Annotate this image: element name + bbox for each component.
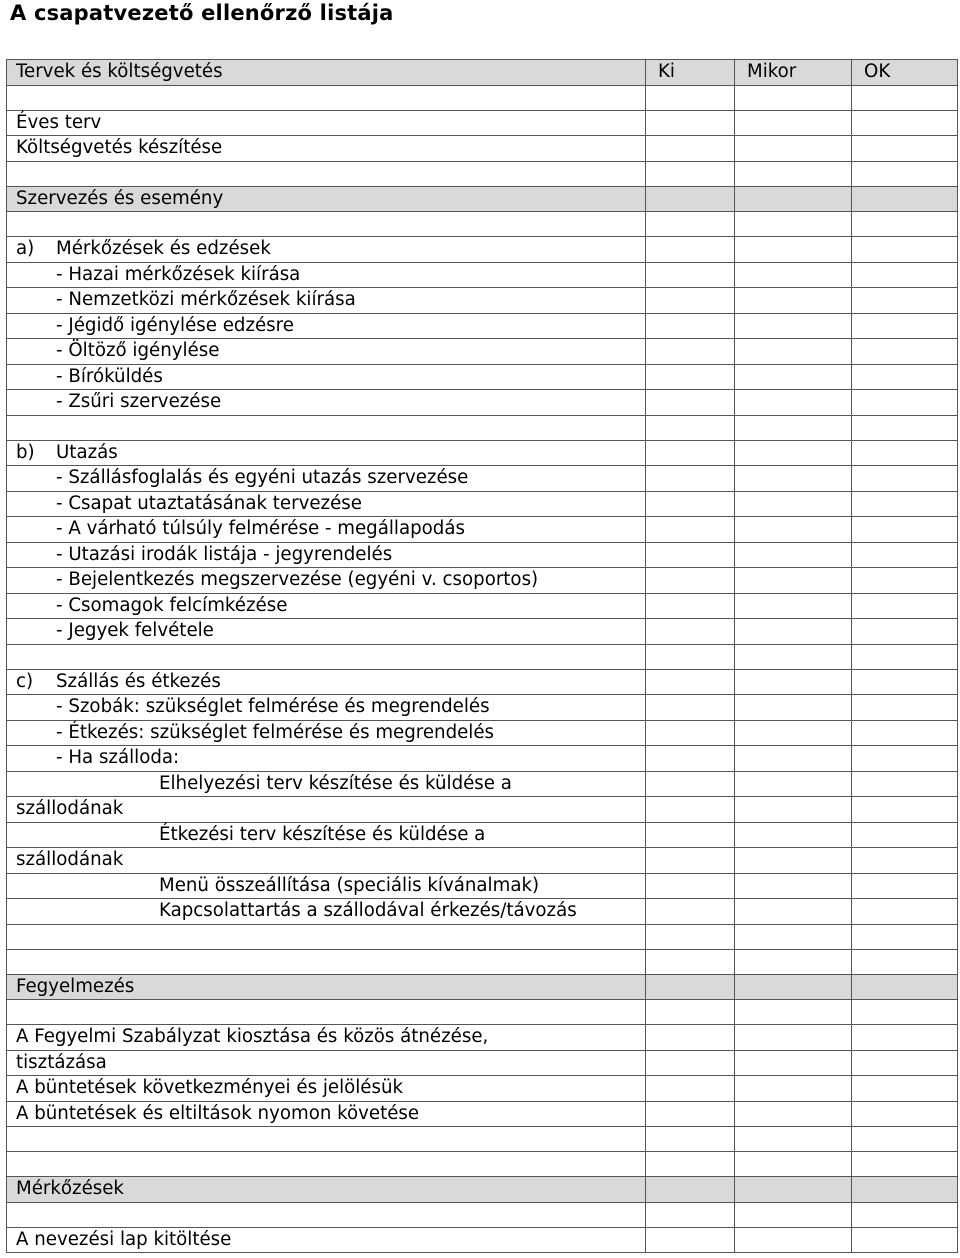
ok-cell [852,593,958,619]
checklist-row [7,1227,958,1253]
ki-cell [646,110,735,136]
task-text: Menü összeállítása (speciális kívánalmak) [159,874,540,896]
checklist-row [7,339,958,365]
mikor-cell [735,873,852,899]
ki-cell [646,542,735,568]
ok-cell [852,1227,958,1253]
ok-cell [852,110,958,136]
ki-cell [646,161,735,186]
task-cell [7,466,646,492]
task-cell [7,568,646,594]
task-text: Fegyelmezés [16,975,135,997]
ki-cell [646,1076,735,1102]
task-cell [7,720,646,746]
task-cell [7,212,646,237]
checklist-table [6,59,958,1253]
ki-cell [646,848,735,874]
task-text: - Jegyek felvétele [56,620,214,642]
ok-cell [852,720,958,746]
task-cell [7,390,646,416]
task-cell [7,1076,646,1102]
checklist-row [7,136,958,162]
section-header-row [7,974,958,1000]
ki-cell [646,644,735,669]
ok-cell [852,822,958,848]
ok-cell [852,466,958,492]
task-cell [7,313,646,339]
task-text: - Szobák: szükséglet felmérése és megrendelés [56,696,490,718]
mikor-cell [735,593,852,619]
mikor-cell [735,899,852,925]
ki-cell [646,313,735,339]
task-text: - Zsűri szervezése [56,391,222,413]
mikor-cell [735,746,852,772]
checklist-row [7,568,958,594]
task-text: Mérkőzések és edzések [56,238,271,260]
checklist-row [7,619,958,645]
ki-cell [646,899,735,925]
ki-cell [646,237,735,263]
task-text: szállodának [16,798,124,820]
task-text: - Jégidő igénylése edzésre [56,314,294,336]
mikor-cell [735,237,852,263]
ok-cell [852,1127,958,1152]
ki-cell [646,974,735,1000]
mikor-cell [735,186,852,212]
ki-cell [646,1177,735,1203]
ok-cell [852,949,958,974]
mikor-cell [735,339,852,365]
ok-cell [852,85,958,110]
task-text: Szervezés és esemény [16,187,224,209]
ok-cell [852,1152,958,1177]
task-cell [7,237,646,263]
ki-cell [646,390,735,416]
task-text: - Hazai mérkőzések kiírása [56,263,301,285]
mikor-cell [735,1202,852,1227]
mikor-cell [735,415,852,440]
mikor-cell [735,1000,852,1025]
ok-cell [852,1000,958,1025]
section-header-row [7,1177,958,1203]
checklist-row [7,695,958,721]
ok-cell [852,797,958,823]
ok-cell [852,1076,958,1102]
task-text: Éves terv [16,111,102,133]
checklist-row [7,873,958,899]
ok-cell [852,924,958,949]
checklist-row [7,288,958,314]
mikor-cell [735,136,852,162]
mikor-cell [735,695,852,721]
checklist-row [7,491,958,517]
ki-cell [646,212,735,237]
ki-cell [646,949,735,974]
ok-cell [852,415,958,440]
checklist-row [7,1050,958,1076]
ok-cell [852,1025,958,1051]
task-cell [7,85,646,110]
checklist-row [7,720,958,746]
task-cell [7,161,646,186]
mikor-cell [735,390,852,416]
ki-cell [646,746,735,772]
task-cell [7,415,646,440]
mikor-cell [735,313,852,339]
ki-cell [646,593,735,619]
ki-cell [646,440,735,466]
checklist-row [7,771,958,797]
ok-cell [852,1177,958,1203]
checklist-row [7,1025,958,1051]
task-text: Elhelyezési terv készítése és küldése a [159,772,512,794]
ok-cell [852,746,958,772]
ki-cell [646,466,735,492]
ok-cell [852,619,958,645]
ok-cell [852,339,958,365]
spacer-row [7,212,958,237]
task-cell [7,771,646,797]
task-cell [7,1025,646,1051]
task-cell [7,262,646,288]
ki-cell [646,568,735,594]
ok-cell [852,848,958,874]
mikor-cell [735,364,852,390]
task-text: tisztázása [16,1051,107,1073]
task-cell [7,873,646,899]
checklist-row [7,466,958,492]
task-text: Költségvetés készítése [16,137,223,159]
task-text: Étkezési terv készítése és küldése a [159,823,486,845]
mikor-cell [735,924,852,949]
checklist-row [7,848,958,874]
spacer-row [7,1127,958,1152]
ok-cell [852,262,958,288]
checklist-row [7,262,958,288]
ki-cell [646,720,735,746]
checklist-row [7,669,958,695]
mikor-cell [735,1227,852,1253]
checklist-row [7,364,958,390]
ki-cell [646,1050,735,1076]
checklist-row [7,797,958,823]
ki-cell [646,262,735,288]
ok-cell [852,1202,958,1227]
ki-cell [646,924,735,949]
ki-cell [646,517,735,543]
section-header-row [7,60,958,86]
ok-cell [852,237,958,263]
task-cell [7,1000,646,1025]
mikor-cell [735,1177,852,1203]
checklist-row [7,237,958,263]
ki-cell [646,669,735,695]
task-cell [7,1050,646,1076]
mikor-cell [735,1152,852,1177]
item-prefix: c) [16,670,34,692]
task-cell [7,848,646,874]
page-title: A csapatvezető ellenőrző listája [10,1,394,25]
ok-cell [852,873,958,899]
task-text: - Ha szálloda: [56,747,180,769]
ki-cell [646,288,735,314]
task-cell [7,1152,646,1177]
task-cell [7,491,646,517]
spacer-row [7,1000,958,1025]
task-cell [7,440,646,466]
task-cell [7,364,646,390]
ki-cell [646,695,735,721]
item-prefix: b) [16,441,35,463]
checklist-row [7,1076,958,1102]
ki-cell [646,85,735,110]
task-text: - Öltöző igénylése [56,340,220,362]
ki-cell [646,339,735,365]
task-text: Utazás [56,441,118,463]
mikor-cell [735,974,852,1000]
mikor-cell [735,644,852,669]
section-title [7,186,646,212]
ki-cell [646,491,735,517]
task-cell [7,822,646,848]
ok-cell [852,568,958,594]
ki-cell [646,1127,735,1152]
ki-cell [646,822,735,848]
ok-cell [852,288,958,314]
ki-cell [646,1202,735,1227]
ki-cell [646,364,735,390]
task-text: - Utazási irodák listája - jegyrendelés [56,543,393,565]
task-cell [7,288,646,314]
checklist-row [7,1101,958,1127]
ki-cell [646,1101,735,1127]
task-text: - Csomagok felcímkézése [56,594,288,616]
task-text: A büntetések és eltiltások nyomon követése [16,1102,420,1124]
task-text: Tervek és költségvetés [16,61,223,83]
mikor-cell [735,848,852,874]
task-cell [7,899,646,925]
task-text: A büntetések következményei és jelölésük [16,1077,404,1099]
ok-cell [852,695,958,721]
ok-cell [852,771,958,797]
task-cell [7,746,646,772]
ok-cell [852,517,958,543]
ok-cell [852,161,958,186]
mikor-cell [735,1127,852,1152]
task-text: Szállás és étkezés [56,670,221,692]
spacer-row [7,1202,958,1227]
checklist-row [7,440,958,466]
ki-cell [646,1025,735,1051]
checklist-row [7,899,958,925]
section-title [7,1177,646,1203]
task-cell [7,1101,646,1127]
spacer-row [7,924,958,949]
ok-cell [852,1050,958,1076]
ok-cell [852,974,958,1000]
mikor-cell [735,85,852,110]
spacer-row [7,1152,958,1177]
checklist-row [7,313,958,339]
spacer-row [7,644,958,669]
task-cell [7,619,646,645]
task-cell [7,339,646,365]
ok-cell [852,1101,958,1127]
mikor-cell [735,1025,852,1051]
task-text: A Fegyelmi Szabályzat kiosztása és közös átnézése, [16,1026,489,1048]
checklist-row [7,746,958,772]
checklist-row [7,822,958,848]
task-text: - Bíróküldés [56,365,163,387]
mikor-cell [735,797,852,823]
mikor-cell [735,771,852,797]
task-text: - Szállásfoglalás és egyéni utazás szervezése [56,467,469,489]
task-cell [7,924,646,949]
mikor-cell [735,288,852,314]
mikor-cell [735,1076,852,1102]
mikor-cell [735,720,852,746]
task-cell [7,1127,646,1152]
mikor-cell [735,822,852,848]
ki-cell [646,136,735,162]
mikor-cell [735,491,852,517]
ok-cell [852,669,958,695]
ki-cell [646,771,735,797]
task-text: - A várható túlsúly felmérése - megállapodás [56,518,465,540]
checklist-row [7,517,958,543]
ki-cell [646,619,735,645]
ki-cell [646,873,735,899]
task-cell [7,644,646,669]
ok-cell [852,390,958,416]
ok-cell [852,491,958,517]
ki-cell [646,1000,735,1025]
task-text: Kapcsolattartás a szállodával érkezés/távozás [159,900,577,922]
checklist-row [7,593,958,619]
mikor-cell [735,669,852,695]
ki-cell [646,415,735,440]
column-header-ok: OK [852,60,958,86]
ok-cell [852,186,958,212]
task-cell [7,110,646,136]
ok-cell [852,212,958,237]
task-cell [7,949,646,974]
spacer-row [7,85,958,110]
task-text: Mérkőzések [16,1178,124,1200]
section-title [7,974,646,1000]
mikor-cell [735,542,852,568]
mikor-cell [735,212,852,237]
ki-cell [646,1152,735,1177]
mikor-cell [735,110,852,136]
mikor-cell [735,1101,852,1127]
ok-cell [852,899,958,925]
checklist-row [7,542,958,568]
task-cell [7,797,646,823]
spacer-row [7,949,958,974]
ki-cell [646,1227,735,1253]
task-cell [7,1202,646,1227]
item-prefix: a) [16,238,35,260]
mikor-cell [735,568,852,594]
task-cell [7,542,646,568]
task-text: - Bejelentkezés megszervezése (egyéni v. csoportos) [56,569,539,591]
mikor-cell [735,517,852,543]
task-text: szállodának [16,849,124,871]
ok-cell [852,644,958,669]
section-title [7,60,646,86]
mikor-cell [735,619,852,645]
section-header-row [7,186,958,212]
mikor-cell [735,262,852,288]
ok-cell [852,136,958,162]
checklist-row [7,110,958,136]
ki-cell [646,186,735,212]
mikor-cell [735,1050,852,1076]
column-header-mikor: Mikor [735,60,852,86]
ok-cell [852,542,958,568]
task-cell [7,136,646,162]
task-cell [7,593,646,619]
task-text: A nevezési lap kitöltése [16,1228,232,1250]
task-cell [7,1227,646,1253]
task-cell [7,517,646,543]
task-text: - Csapat utaztatásának tervezése [56,492,362,514]
ki-cell [646,797,735,823]
mikor-cell [735,440,852,466]
task-cell [7,669,646,695]
mikor-cell [735,949,852,974]
spacer-row [7,161,958,186]
mikor-cell [735,466,852,492]
spacer-row [7,415,958,440]
checklist-row [7,390,958,416]
task-text: - Étkezés: szükséglet felmérése és megrendelés [56,721,495,743]
task-cell [7,695,646,721]
column-header-ki: Ki [646,60,735,86]
ok-cell [852,364,958,390]
task-text: - Nemzetközi mérkőzések kiírása [56,289,356,311]
mikor-cell [735,161,852,186]
ok-cell [852,313,958,339]
ok-cell [852,440,958,466]
